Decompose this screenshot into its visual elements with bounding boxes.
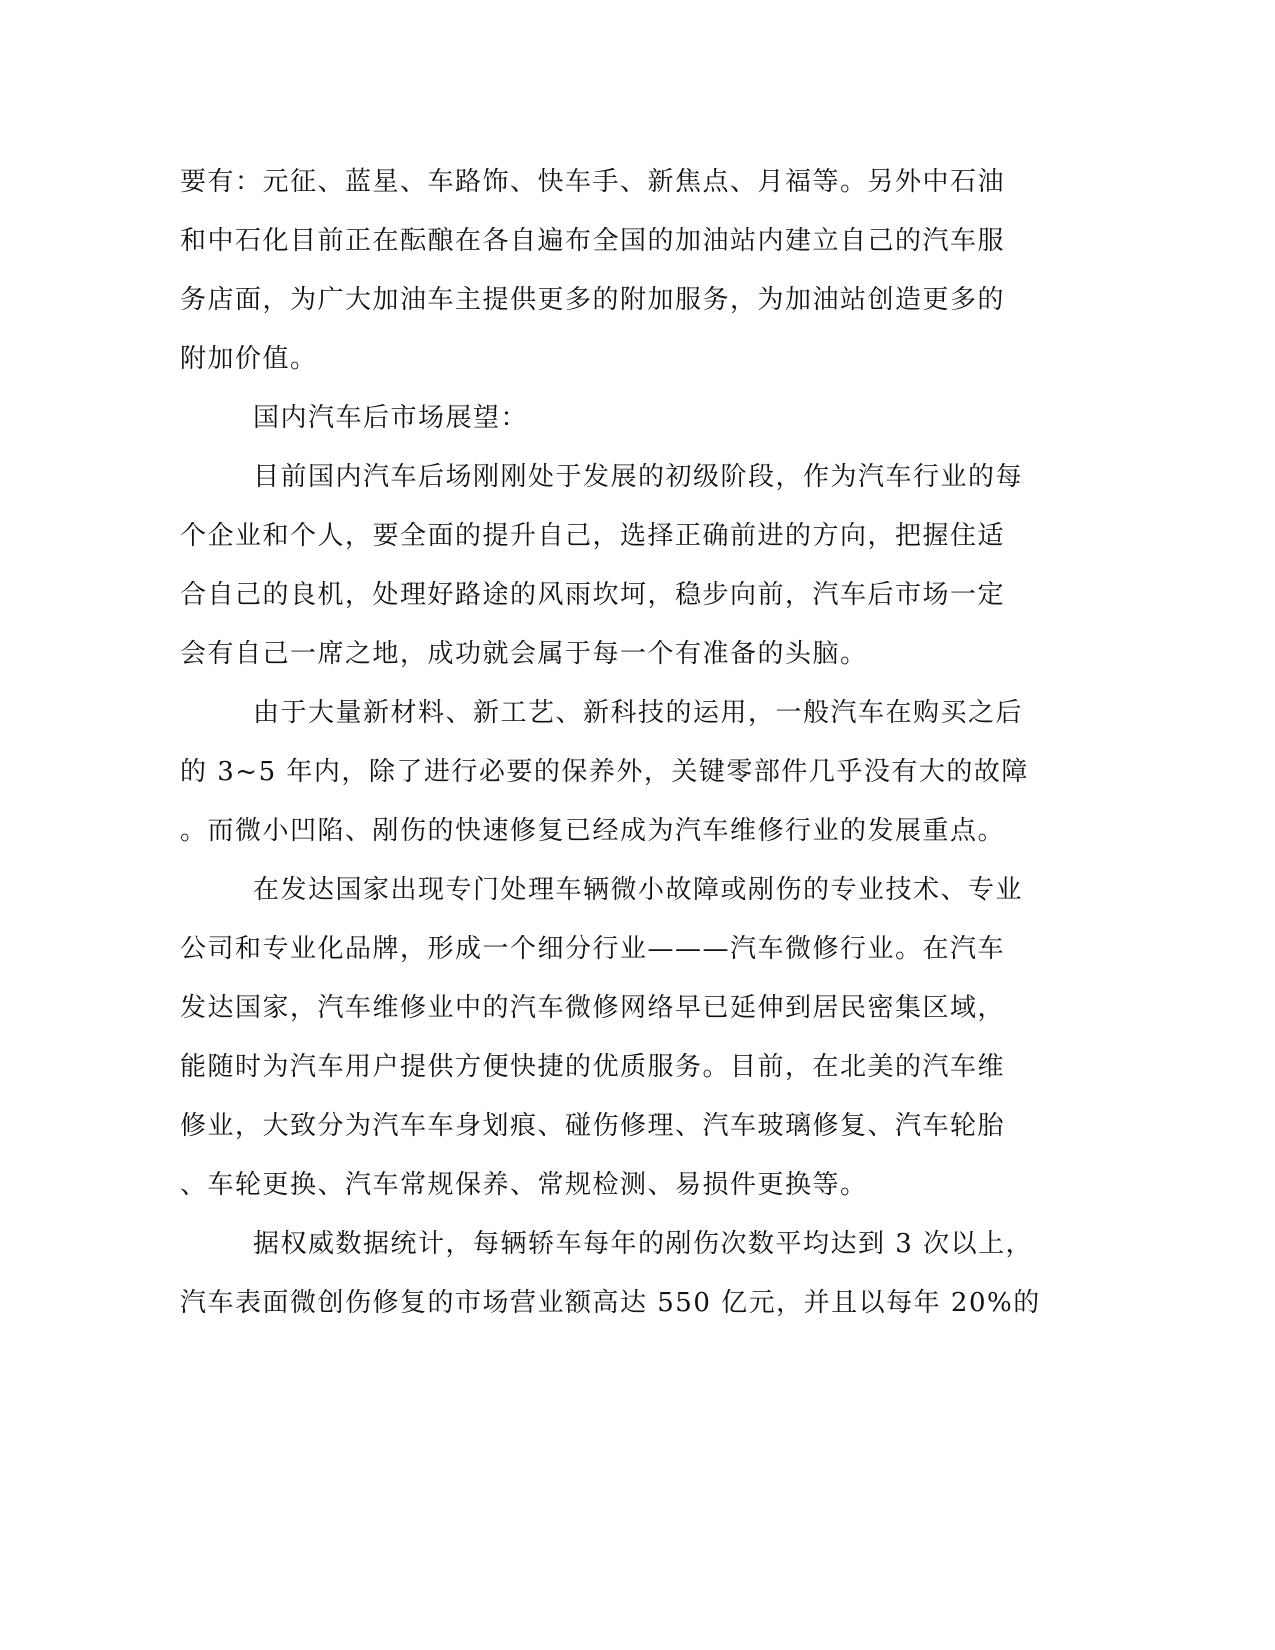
line-text: 附加价值。: [180, 344, 318, 374]
text-line: [0, 693, 1275, 733]
line-text: 据权威数据统计，每辆轿车每年的剐伤次数平均达到 3 次以上，: [253, 1229, 1034, 1259]
text-line: [0, 811, 1275, 851]
line-text: 修业，大致分为汽车车身划痕、碰伤修理、汽车玻璃修复、汽车轮胎: [180, 1111, 1006, 1141]
text-line: [0, 221, 1275, 261]
text-line: [0, 1165, 1275, 1205]
section-heading: [0, 398, 1275, 438]
text-line: [0, 634, 1275, 674]
text-line: [0, 162, 1275, 202]
line-text: 目前国内汽车后场刚刚处于发展的初级阶段，作为汽车行业的每: [253, 462, 1024, 492]
line-text: 在发达国家出现专门处理车辆微小故障或剐伤的专业技术、专业: [253, 875, 1024, 905]
line-text: 公司和专业化品牌，形成一个细分行业———汽车微修行业。在汽车: [180, 934, 1006, 964]
line-text: 要有：元征、蓝星、车路饰、快车手、新焦点、月福等。另外中石油: [180, 167, 1006, 197]
text-line: [0, 1224, 1275, 1264]
text-line: [0, 1047, 1275, 1087]
line-text: 汽车表面微创伤修复的市场营业额高达 550 亿元，并且以每年 20%的: [180, 1288, 1041, 1318]
line-text: 能随时为汽车用户提供方便快捷的优质服务。目前，在北美的汽车维: [180, 1052, 1006, 1082]
line-text: 和中石化目前正在酝酿在各自遍布全国的加油站内建立自己的汽车服: [180, 226, 1006, 256]
line-text: 个企业和个人，要全面的提升自己，选择正确前进的方向，把握住适: [180, 521, 1006, 551]
text-line: [0, 457, 1275, 497]
line-text: 的 3~5 年内，除了进行必要的保养外，关键零部件几乎没有大的故障: [180, 757, 1029, 787]
text-line: [0, 988, 1275, 1028]
text-line: [0, 870, 1275, 910]
line-text: 务店面，为广大加油车主提供更多的附加服务，为加油站创造更多的: [180, 285, 1006, 315]
heading-text: 国内汽车后市场展望：: [253, 403, 529, 433]
text-line: [0, 1283, 1275, 1323]
text-line: [0, 752, 1275, 792]
line-text: 、车轮更换、汽车常规保养、常规检测、易损件更换等。: [180, 1170, 868, 1200]
line-text: 发达国家，汽车维修业中的汽车微修网络早已延伸到居民密集区域，: [180, 993, 1006, 1023]
text-line: [0, 339, 1275, 379]
line-text: 合自己的良机，处理好路途的风雨坎坷，稳步向前，汽车后市场一定: [180, 580, 1006, 610]
line-text: 。而微小凹陷、剐伤的快速修复已经成为汽车维修行业的发展重点。: [180, 816, 1006, 846]
text-line: [0, 280, 1275, 320]
line-text: 会有自己一席之地，成功就会属于每一个有准备的头脑。: [180, 639, 868, 669]
line-text: 由于大量新材料、新工艺、新科技的运用，一般汽车在购买之后: [253, 698, 1024, 728]
text-line: [0, 516, 1275, 556]
text-line: [0, 575, 1275, 615]
text-line: [0, 929, 1275, 969]
text-line: [0, 1106, 1275, 1146]
